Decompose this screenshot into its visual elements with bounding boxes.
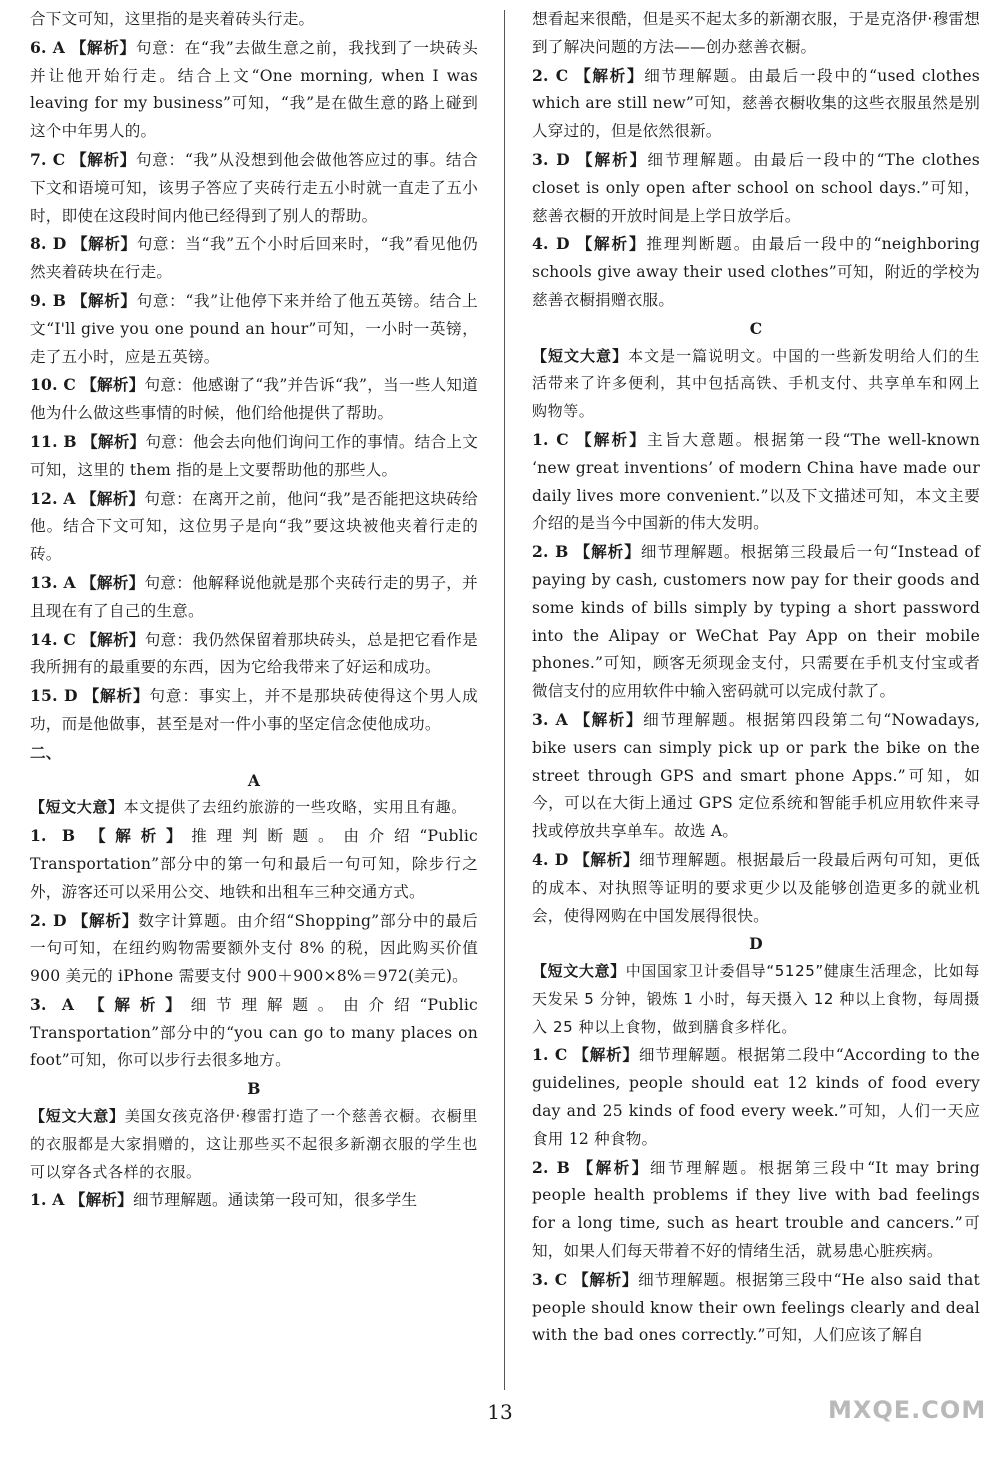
answer-text: 句意：“我”让他停下来并给了他五英镑。结合上文“I'll give you one pound an hour”可知，一小时一英镑，走了五小时，应是五英镑。 [30,291,478,366]
answer-text: 推理判断题。由最后一段中的“neighboring schools give away their used clothes”可知，附近的学校为慈善衣橱捐赠衣服。 [532,235,981,309]
answer-text: 细节理解题。通读第一段可知，很多学生 [132,1191,418,1210]
analysis-tag: 【解析】 [81,572,145,592]
answer-text: 句意：当“我”五个小时后回来时，“我”看见他仍然夹着砖块在行走。 [30,235,478,282]
summary-tag: 【短文大意】 [532,962,626,981]
analysis-tag: 【解析】 [80,488,145,508]
answer-item [532,1041,980,1153]
analysis-tag: 【解析】 [576,429,648,449]
answer-number: 12. A [30,488,76,508]
analysis-tag: 【解析】 [573,1269,639,1289]
summary-tag: 【短文大意】 [30,1107,125,1126]
answer-item [532,1266,980,1350]
answer-item [30,6,478,34]
analysis-tag: 【解析】 [574,542,641,562]
answer-item [532,846,980,930]
answer-text: 数字计算题。由介绍“Shopping”部分中的最后一句可知，在纽约购物需要额外支付 8% 的税，因此购买价值 900 美元的 iPhone 需要支付 900＋900×8%＝972(美元)。 [30,911,478,986]
answer-item [30,428,478,485]
answer-item [30,569,478,626]
passage-summary [532,958,980,1041]
answer-item [30,822,478,906]
section-title: B [247,1079,261,1099]
answer-item [532,146,980,230]
answer-item [30,626,478,683]
answer-number: 1. C [532,1045,568,1065]
answer-number: 3. A [532,709,568,729]
passage-summary [532,343,980,426]
analysis-tag: 【解析】 [82,431,146,451]
analysis-tag: 【解析】 [71,149,137,169]
answer-text: 句意：在“我”去做生意之前，我找到了一块砖头并让他开始行走。结合上文“One morning, when I was leaving for my business”可知，“我”是在做生意的路上碰到这个中年男人的。 [30,38,478,141]
answer-item [30,287,478,371]
answer-item [532,538,980,706]
section-title: D [749,934,763,954]
passage-summary [30,794,478,822]
answer-item [30,907,478,991]
analysis-tag: 【解析】 [83,686,150,706]
answer-item [532,6,980,62]
answer-item [30,34,478,146]
answer-text: 细节理解题。根据第三段最后一句“Instead of paying by cash, customers now pay for their goods and some kinds of bills simply by typing a short password into the Alipay or WeChat Pay App on their mobile phones.”可知，顾客无须现金支付，只需要在手机支付宝或者微信支付的应用软件中输入密码就可以完成付款了。 [532,543,980,701]
answer-text: 细节理解题。根据最后一段最后两句可知，更低的成本、对执照等证明的要求更少以及能够创造更多的就业机会，使得网购在中国发展得很快。 [532,850,980,925]
page-number: 13 [487,1400,513,1424]
answer-number: 10. C [30,375,77,395]
answer-number: 11. B [30,431,77,451]
left-column [30,6,478,1215]
watermark [828,1396,987,1456]
summary-text: 本文提供了去纽约旅游的一些攻略，实用且有趣。 [123,798,467,817]
answer-item [532,706,980,846]
answer-number: 1. C [532,429,569,449]
analysis-tag: 【解析】 [81,375,145,395]
answer-text: 合下文可知，这里指的是夹着砖头行走。 [30,10,315,28]
analysis-tag: 【解析】 [70,37,136,57]
summary-text: 中国国家卫计委倡导“5125”健康生活理念，比如每天发呆 5 分钟，锻炼 1 小时，每天摄入 12 种以上食物，每周摄入 25 种以上食物，做到膳食多样化。 [532,962,980,1036]
answer-item [30,485,478,569]
analysis-tag: 【解析】 [69,1190,133,1210]
answer-text: 细节理解题。根据第三段中“It may bring people health problems if they live with bad feelings for a long time, such as heart trouble and cancers.”可知，如果人们每天带着不好的情绪生活，就易患心脏疾病。 [532,1158,980,1261]
analysis-tag: 【解析】 [574,709,644,729]
analysis-tag: 【解析】 [575,65,645,85]
section-title: A [247,770,261,790]
section-title: C [749,318,763,338]
answer-text: 句意：他感谢了“我”并告诉“我”，当一些人知道他为什么做这些事情的时候，他们给他提供了帮助。 [30,376,478,423]
answer-item [532,1154,980,1266]
answer-number: 15. D [30,686,78,706]
answer-item [30,991,478,1075]
summary-tag: 【短文大意】 [532,346,629,365]
answer-text: 句意：我仍然保留着那块砖头，总是把它看作是我所拥有的最重要的东西，因为它给我带来了好运和成功。 [30,630,478,677]
answer-number: 13. A [30,572,76,592]
answer-number: 3. A [30,994,75,1014]
summary-text: 美国女孩克洛伊·穆雷打造了一个慈善衣橱。衣橱里的衣服都是大家捐赠的，这让那些买不起很多新潮衣服的学生也可以穿各式各样的衣服。 [30,1107,478,1181]
answer-number: 1. B [30,826,76,846]
watermark-text: MXQE.COM [828,1396,987,1424]
answer-item [532,426,980,538]
answer-number: 14. C [30,629,77,649]
answer-item [30,146,478,230]
part-label: 二、 [30,742,62,762]
answer-text: 主旨大意题。根据第一段“The well-known ‘new great inventions’ of modern China have made our daily lives more convenient.”以及下文描述可知，本文主要介绍的是当今中国新的伟大发明。 [532,430,980,533]
summary-text: 本文是一篇说明文。中国的一些新发明给人们的生活带来了许多便利，其中包括高铁、手机支付、共享单车和网上购物等。 [532,346,980,421]
analysis-tag: 【解析】 [71,234,137,254]
answer-number: 1. A [30,1190,65,1210]
answer-item [532,62,980,146]
answer-text: 句意：在离开之前，他问“我”是否能把这块砖给他。结合下文可知，这位男子是向“我”要这块被他夹着行走的砖。 [30,489,478,564]
answer-text: 句意：他会去向他们询问工作的事情。结合上文可知，这里的 them 指的是上文要帮助他的那些人。 [30,432,478,479]
answer-number: 2. B [532,542,569,562]
answer-text: 细节理解题。由介绍“Public Transportation”部分中的“you can go to many places on foot”可知，你可以步行去很多地方。 [30,995,478,1070]
answer-text: 细节理解题。根据第四段第二句“Nowadays, bike users can simply pick up or park the bike on the street through GPS and smart phone Apps.”可知，如今，可以在大街上通过 GPS 定位系统和智能手机应用软件来寻找或停放共享单车。故选 A。 [532,710,980,841]
answer-number: 4. D [532,234,570,254]
answer-text: 细节理解题。根据第二段中“According to the guidelines, people should eat 12 kinds of food every day and 25 kinds of food every week.”可知，人们一天应食用 12 种食物。 [532,1046,980,1148]
answer-text: 想看起来很酷，但是买不起太多的新潮衣服，于是克洛伊·穆雷想到了解决问题的方法——创办慈善衣橱。 [532,10,980,56]
analysis-tag: 【解析】 [576,149,648,169]
answer-item [30,1186,478,1215]
answer-number: 8. D [30,234,67,254]
passage-summary [30,1103,478,1186]
analysis-tag: 【解析】 [574,849,640,869]
analysis-tag: 【解析】 [89,994,191,1014]
analysis-tag: 【解析】 [89,826,192,846]
answer-text: 句意：事实上，并不是那块砖使得这个男人成功，而是他做事，甚至是对一件小事的坚定信念使他成功。 [30,687,478,733]
answer-number: 7. C [30,149,66,169]
answer-number: 2. C [532,65,569,85]
answer-text: 句意：他解释说他就是那个夹砖行走的男子，并且现在有了自己的生意。 [30,573,478,620]
answer-text: 句意：“我”从没想到他会做他答应过的事。结合下文和语境可知，该男子答应了夹砖行走五小时就一直走了五小时，即使在这段时间内他已经得到了别人的帮助。 [30,150,478,225]
answer-number: 3. C [532,1269,568,1289]
answer-item [30,682,478,739]
column-divider [504,10,505,1390]
answer-number: 6. A [30,37,66,57]
analysis-tag: 【解析】 [573,1045,639,1065]
answer-item [30,371,478,428]
analysis-tag: 【解析】 [576,234,647,254]
right-column [532,6,980,1350]
summary-tag: 【短文大意】 [30,798,124,817]
answer-number: 2. B [532,1157,570,1177]
answer-text: 细节理解题。根据第三段中“He also said that people should know their own feelings clearly and deal with the bad ones correctly.”可知，人们应该了解自 [532,1270,980,1345]
answer-text: 细节理解题。由最后一段中的“used clothes which are still new”可知，慈善衣橱收集的这些衣服虽然是别人穿过的，但是依然很新。 [532,66,980,141]
answer-number: 9. B [30,290,67,310]
answer-number: 3. D [532,149,570,169]
answer-text: 推理判断题。由介绍“Public Transportation”部分中的第一句和最后一句可知，除步行之外，游客还可以采用公交、地铁和出租车三种交通方式。 [30,827,478,901]
analysis-tag: 【解析】 [72,910,139,930]
answer-item [532,230,980,314]
answer-number: 2. D [30,910,67,930]
answer-text: 细节理解题。由最后一段中的“The clothes closet is only open after school on school days.”可知，慈善衣橱的开放时间是上学日放学后。 [532,150,980,225]
analysis-tag: 【解析】 [81,629,145,649]
answer-item [30,230,478,287]
analysis-tag: 【解析】 [71,290,137,310]
answer-number: 4. D [532,849,569,869]
analysis-tag: 【解析】 [577,1157,650,1177]
